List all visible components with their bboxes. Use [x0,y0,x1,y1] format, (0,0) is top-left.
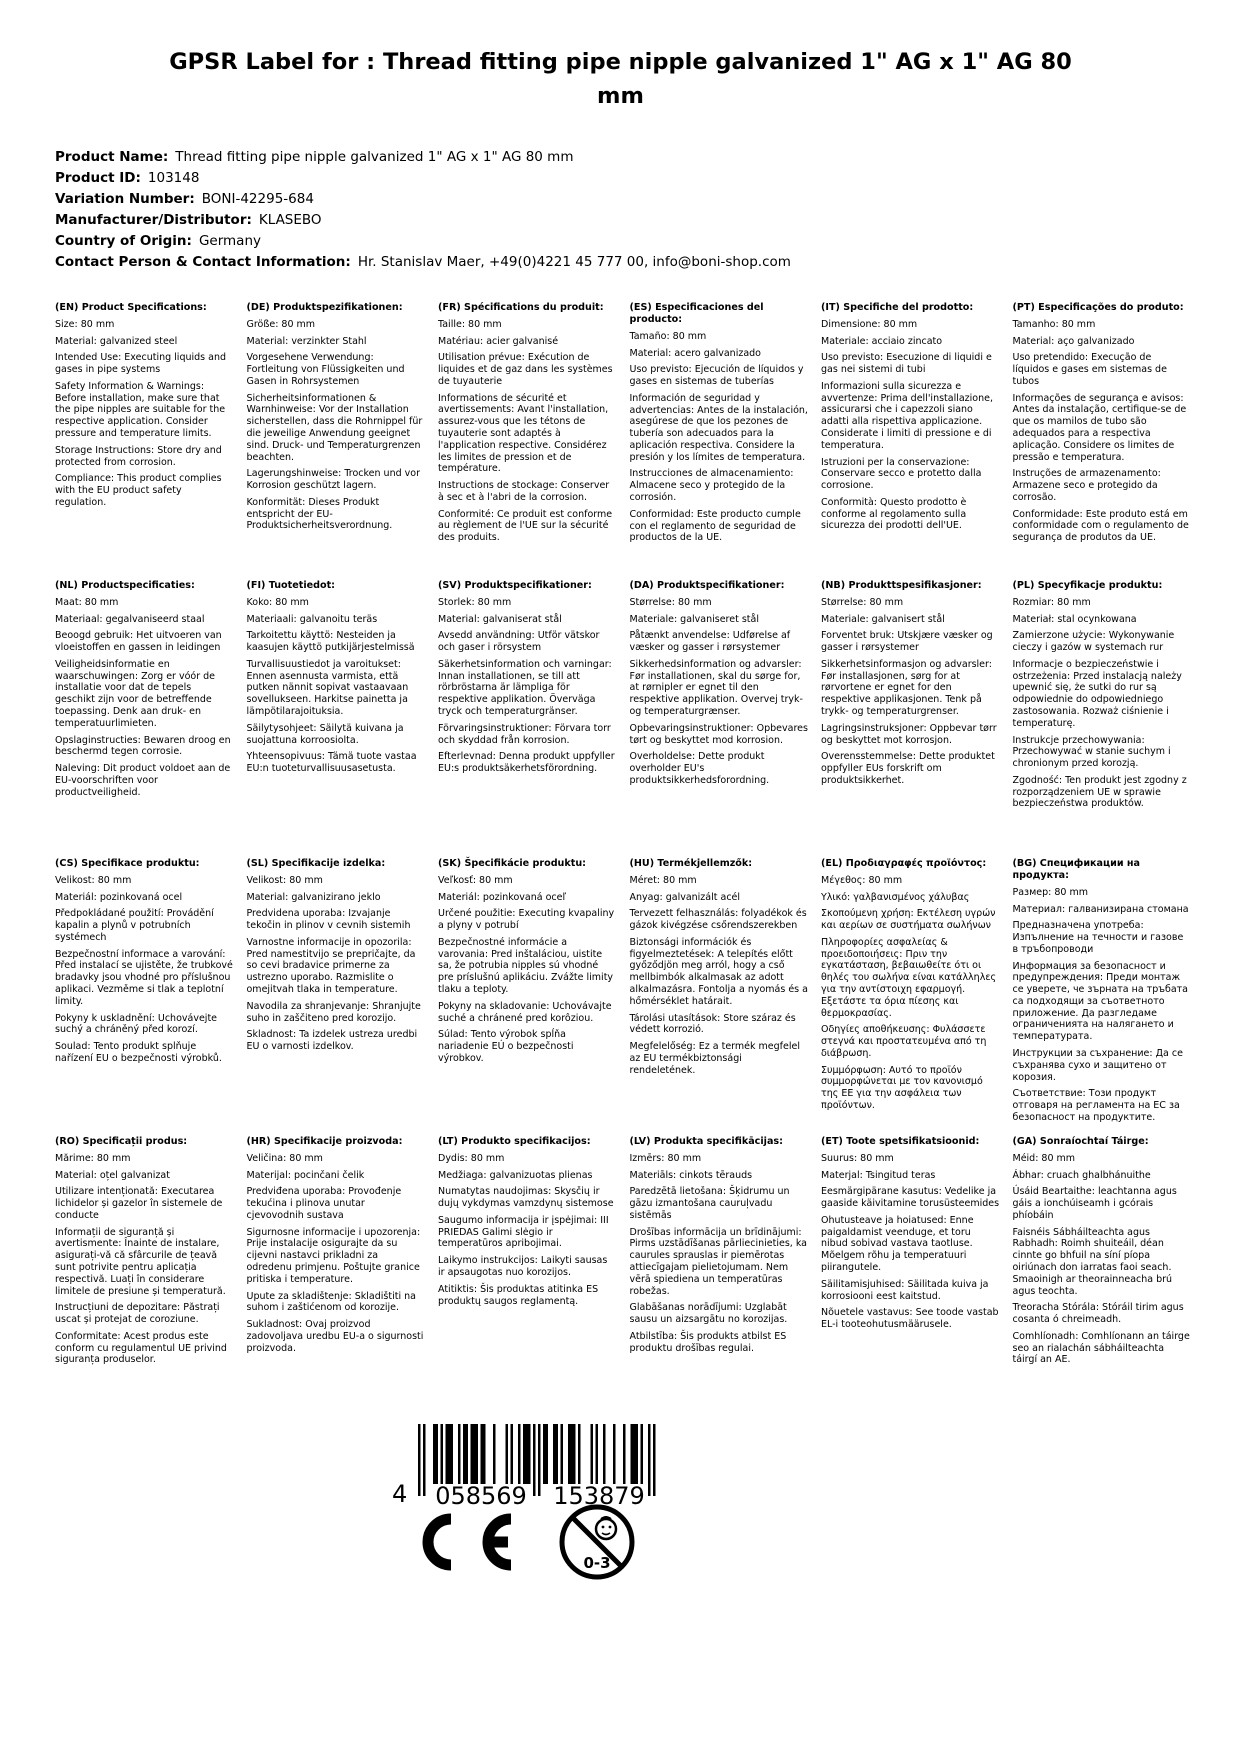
spec-paragraph: Drošības informācija un brīdinājumi: Pirms uzstādīšanas pārliecinieties, ka caurules sprauslas ir piemērotas attiecīgajam pielietojumam. Nem vērā spiediena un temperatūras robežas. [629,1226,807,1297]
spec-header-lv: (LV) Produkta specifikācijas: [629,1136,783,1147]
spec-paragraph: Izmērs: 80 mm [629,1152,702,1164]
spec-paragraph: Safety Information & Warnings: Before installation, make sure that the pipe nipples are suitable for the respective application. Consider pressure and temperature limits. [55,380,226,440]
language-specs-grid [55,302,1191,1414]
spec-paragraph: Pokyny k uskladnění: Uchovávejte suchý a chráněný před korozí. [55,1012,218,1036]
spec-paragraph: Размер: 80 mm [1012,886,1088,898]
spec-block-sl [247,858,426,1136]
spec-paragraph: Material: aço galvanizado [1012,335,1135,347]
spec-paragraph: Rozmiar: 80 mm [1012,596,1091,608]
spec-paragraph: Størrelse: 80 mm [821,596,904,608]
spec-paragraph: Avsedd användning: Utför vätskor och gaser i rörsystem [438,630,600,654]
spec-block-nb [821,580,1000,858]
spec-paragraph: Tarkoitettu käyttö: Nesteiden ja kaasujen käyttö putkijärjestelmissä [246,630,415,654]
spec-paragraph: Predvidena uporaba: Izvajanje tekočin in plinov v cevnih sistemih [246,908,411,932]
spec-paragraph: Compliance: This product complies with the EU product safety regulation. [55,473,222,508]
spec-paragraph: Medžiaga: galvanizuotas plienas [438,1169,593,1181]
spec-paragraph: Konformität: Dieses Produkt entspricht der EU-Produktsicherheitsverordnung. [246,496,393,532]
spec-paragraph: Naleving: Dit product voldoet aan de EU-voorschriften voor productveiligheid. [55,763,231,798]
spec-paragraph: Materijal: pocinčani čelik [246,1169,365,1181]
spec-paragraph: Materiale: galvanisert stål [821,613,945,625]
spec-block-sk [438,858,617,1136]
spec-block-bg [1013,858,1192,1136]
product-info-value: Thread fitting pipe nipple galvanized 1" AG x 1" AG 80 mm [175,149,574,165]
spec-paragraph: Información de seguridad y advertencias: Antes de la instalación, asegúrese de que los pezones de tubería son adecuados para la aplicación respectiva. Considere la presión y los límites de temperatura. [629,392,808,463]
spec-paragraph: Ábhar: cruach ghalbhánuithe [1012,1169,1151,1181]
spec-paragraph: Størrelse: 80 mm [629,596,712,608]
spec-paragraph: Materiale: galvaniseret stål [629,613,759,625]
spec-header-da: (DA) Produktspecifikationer: [629,580,785,591]
spec-header-sl: (SL) Specifikacije izdelka: [246,858,386,869]
spec-paragraph: Atbilstība: Šis produkts atbilst ES produktu drošības regulai. [629,1330,787,1354]
spec-paragraph: Sigurnosne informacije i upozorenja: Prije instalacije osigurajte da su cijevni nastavci prikladni za odredenu primjenu. Poštujte granice pritiska i temperature. [246,1226,421,1285]
spec-paragraph: Material: verzinkter Stahl [246,335,367,347]
spec-paragraph: Zamierzone użycie: Wykonywanie cieczy i gazów w systemach rur [1012,630,1175,654]
spec-paragraph: Saugumo informacija ir įspėjimai: III PRIEDAS Galimi slėgio ir temperatūros apribojimai. [438,1214,609,1250]
spec-paragraph: Συμμόρφωση: Αυτό το προϊόν συμμορφώνεται με τον κανονισμό της ΕΕ για την ασφάλεια των προϊόντων. [821,1064,983,1111]
product-info-row [55,147,1186,168]
product-info-label: Product ID: [55,170,141,187]
spec-header-hu: (HU) Termékjellemzők: [629,858,753,869]
spec-block-ga [1013,1136,1192,1414]
spec-paragraph: Ohutusteave ja hoiatused: Enne paigaldamist veenduge, et toru nibud sobivad vastava taotluse. Mõelgem rõhu ja temperatuuri piirangutele. [821,1214,974,1274]
product-info-value: BONI-42295-684 [201,191,314,208]
spec-block-lv [630,1136,809,1414]
spec-paragraph: Sukladnost: Ovaj proizvod zadovoljava uredbu EU-a o sigurnosti proizvoda. [246,1319,424,1354]
spec-paragraph: Vorgesehene Verwendung: Fortleitung von Flüssigkeiten und Gasen in Rohrsystemen [246,352,405,387]
spec-paragraph: Treoracha Stórála: Stóráil tirim agus cosanta ó chreimeadh. [1012,1302,1184,1326]
baby-face-icon [596,1519,616,1539]
spec-paragraph: Tamaño: 80 mm [629,330,707,342]
spec-paragraph: Taille: 80 mm [438,318,502,330]
spec-paragraph: Megfelelőség: Ez a termék megfelel az EU termékbiztonsági rendeletének. [629,1041,800,1076]
spec-paragraph: Bezpečnostné informácie a varovania: Pred inštaláciou, uistite sa, že potrubia nipples sú vhodné pre príslušnú aplikáciu. Zvážte limity tlaku a teploty. [438,936,614,996]
spec-block-es [630,302,809,580]
spec-paragraph: Biztonsági információk és figyelmeztetések: A telepítés előtt győződjön meg arról, hogy a cső mellbimbók alkalmasak az adott alkalmazásra. Fontolja a nyomás és a hőmérséklet határait. [629,936,808,1007]
spec-header-nl: (NL) Productspecificaties: [55,580,195,591]
spec-header-sk: (SK) Špecifikácie produktu: [438,858,587,869]
spec-paragraph: Informations de sécurité et avertissements: Avant l'installation, assurez-vous que les tétons de tuyauterie sont adaptés à l'application respective. Considérez les limites de pression et de température. [438,392,609,475]
spec-paragraph: Material: acero galvanizado [629,347,761,359]
spec-paragraph: Storlek: 80 mm [438,596,512,608]
spec-paragraph: Uso previsto: Esecuzione di liquidi e gas nei sistemi di tubi [821,352,992,376]
spec-paragraph: Storage Instructions: Store dry and protected from corrosion. [55,444,222,468]
spec-paragraph: Opslaginstructies: Bewaren droog en beschermd tegen corrosie. [55,734,231,758]
spec-paragraph: Material: oțel galvanizat [55,1169,170,1181]
spec-header-bg: (BG) Спецификации на продукта: [1012,858,1141,881]
barcode-digit-left: 4 [392,1480,408,1508]
spec-paragraph: Tamanho: 80 mm [1012,318,1096,330]
spec-paragraph: Material: galvanized steel [55,335,178,347]
spec-paragraph: Materiaali: galvanoitu teräs [246,613,378,625]
spec-paragraph: Varnostne informacije in opozorila: Pred namestitvijo se prepričajte, da so cevi bradavice primerne za ustrezno uporabo. Razmislite o omejitvah tlaka in temperature. [246,936,416,996]
spec-paragraph: Numatytas naudojimas: Skysčių ir dujų vykdymas vamzdynų sistemose [438,1186,614,1210]
product-info-row [55,189,1186,210]
product-info-row [55,210,1186,231]
spec-paragraph: Maat: 80 mm [55,596,119,608]
spec-paragraph: Turvallisuustiedot ja varoitukset: Ennen asennusta varmista, että putken nännit sopivat vastaavaan sovellukseen. Harkitse painetta ja lämpötilarajoituksia. [246,658,409,718]
spec-block-nl [55,580,234,858]
spec-paragraph: Lagerungshinweise: Trocken und vor Korrosion geschützt lagern. [246,468,420,492]
spec-header-ro: (RO) Specificații produs: [55,1136,188,1147]
spec-paragraph: Méret: 80 mm [629,874,697,886]
spec-paragraph: Faisnéis Sábháilteachta agus Rabhadh: Roimh shuiteáil, déan cinnte go bhfuil na síní píopa oiriúnach don iarratas faoi seach. Smaoinigh ar theorainneacha brú agus teochta. [1012,1226,1173,1297]
spec-paragraph: Uso pretendido: Execução de líquidos e gases em sistemas de tubos [1012,352,1167,387]
spec-paragraph: Material: galvaniserat stål [438,613,562,625]
spec-paragraph: Veľkosť: 80 mm [438,874,513,886]
spec-paragraph: Určené použitie: Executing kvapaliny a plyny v potrubí [438,908,615,932]
spec-block-el [821,858,1000,1136]
spec-paragraph: Οδηγίες αποθήκευσης: Φυλάσσετε στεγνά και προστατευμένα από τη διάβρωση. [821,1024,987,1059]
spec-paragraph: Méid: 80 mm [1012,1152,1076,1164]
spec-block-pt [1013,302,1192,580]
age-warning-0-3-icon [557,1502,637,1582]
spec-paragraph: Materiał: stal ocynkowana [1012,613,1137,625]
spec-paragraph: Overholdelse: Dette produkt overholder EU's produktsikkerhedsforordning. [629,751,770,786]
spec-paragraph: Comhlíonadh: Comhlíonann an táirge seo an rialachán sábháilteachta táirgí an AE. [1012,1330,1190,1366]
spec-header-ga: (GA) Sonraíochtaí Táirge: [1012,1136,1149,1147]
spec-paragraph: Информация за безопасност и предупреждения: Преди монтаж се уверете, че зърната на тръбата са подходящи за съответното приложение. Да разгледаме ограниченията на налягането и температурата. [1012,960,1188,1043]
product-info-row [55,231,1186,252]
spec-block-fr [438,302,617,580]
spec-paragraph: Koko: 80 mm [246,596,309,608]
spec-header-de: (DE) Produktspezifikationen: [246,302,403,313]
spec-paragraph: Tárolási utasítások: Store száraz és védett korrozió. [629,1012,796,1036]
spec-header-fi: (FI) Tuotetiedot: [246,580,335,591]
spec-paragraph: Materiale: acciaio zincato [821,335,943,347]
spec-block-pl [1013,580,1192,858]
product-info-label: Variation Number: [55,191,195,208]
spec-paragraph: Eesmärgipärane kasutus: Vedelike ja gaaside käivitamine torusüsteemides [821,1186,1000,1210]
spec-paragraph: Instrucțiuni de depozitare: Păstrați uscat și protejat de coroziune. [55,1302,220,1326]
spec-paragraph: Yhteensopivuus: Tämä tuote vastaa EU:n tuoteturvallisuusasetusta. [246,751,417,775]
spec-paragraph: Veličina: 80 mm [246,1152,323,1164]
spec-paragraph: Conformité: Ce produit est conforme au règlement de l'UE sur la sécurité des produits. [438,508,613,544]
product-info-row [55,168,1186,189]
spec-paragraph: Materiāls: cinkots tērauds [629,1169,753,1181]
spec-header-el: (EL) Προδιαγραφές προϊόντος: [821,858,987,869]
spec-block-fi [247,580,426,858]
spec-paragraph: Veiligheidsinformatie en waarschuwingen: Zorg er vóór de installatie voor dat de tepels geschikt zijn voor de betreffende toepassing. Denk aan druk- en temperatuurlimieten. [55,658,216,729]
spec-paragraph: Instrukcje przechowywania: Przechowywać w stanie suchym i chronionym przed korozją. [1012,734,1171,770]
spec-header-et: (ET) Toote spetsifikatsioonid: [821,1136,980,1147]
spec-paragraph: Předpokládané použití: Provádění kapalin a plynů v potrubních systémech [55,908,214,943]
spec-header-nb: (NB) Produkttspesifikasjoner: [821,580,982,591]
spec-paragraph: Υλικό: γαλβανισμένος χάλυβας [821,891,970,903]
product-info-row [55,252,1186,273]
spec-paragraph: Säilitamisjuhised: Säilitada kuiva ja korrosiooni eest kaitstud. [821,1278,989,1302]
spec-header-sv: (SV) Produktspecifikationer: [438,580,592,591]
spec-header-pl: (PL) Specyfikacje produktu: [1012,580,1163,591]
spec-paragraph: Предназначена употреба: Изпълнение на течности и газове в тръбопроводи [1012,920,1184,955]
spec-paragraph: Upute za skladištenje: Skladištiti na suhom i zaštićenom od korozije. [246,1290,416,1314]
product-info-label: Country of Origin: [55,233,192,250]
spec-paragraph: Материал: галванизирана стомана [1012,903,1189,915]
ean13-barcode [378,1422,708,1516]
spec-paragraph: Sikkerhetsinformasjon og advarsler: Før installasjonen, sørg for at rørvortene er egnet for den respektive applikasjonen. Tenk på trykk- og temperaturgrenser. [821,658,992,718]
spec-paragraph: Úsáid Beartaithe: leachtanna agus gáis a ionchúiseamh i gcórais phíobáin [1012,1186,1177,1221]
ce-mark-icon [405,1510,525,1574]
product-info-label: Product Name: [55,149,169,165]
spec-block-en [55,302,234,580]
spec-block-it [821,302,1000,580]
spec-block-lt [438,1136,617,1414]
spec-paragraph: Tervezett felhasználás: folyadékok és gázok kivégzése csőrendszerekben [629,908,807,932]
spec-paragraph: Atitiktis: Šis produktas atitinka ES produktų saugos reglamentą. [438,1283,599,1307]
spec-paragraph: Πληροφορίες ασφαλείας & προειδοποιήσεις: Πριν την εγκατάσταση, βεβαιωθείτε ότι οι θηλές του σωλήνα είναι κατάλληλες για την αντίστοιχη εφαρμογή. Εξετάστε τα όρια πίεσης και θερμοκρασίας. [821,936,997,1019]
spec-paragraph: Soulad: Tento produkt splňuje nařízení EU o bezpečnosti výrobků. [55,1041,222,1064]
spec-paragraph: Matériau: acier galvanisé [438,335,559,347]
spec-paragraph: Bezpečnostní informace a varování: Před instalací se ujistěte, že trubkové bradavky jsou vhodné pro příslušnou aplikaci. Vezměme si tlak a teplotní limity. [55,948,233,1007]
spec-paragraph: Forventet bruk: Utskjære væsker og gasser i rørsystemer [821,630,993,654]
spec-paragraph: Mărime: 80 mm [55,1152,131,1164]
spec-block-cs [55,858,234,1136]
spec-paragraph: Dydis: 80 mm [438,1152,505,1164]
spec-paragraph: Informações de segurança e avisos: Antes da instalação, certifique-se de que os mamilos de tubo são adequados para a respectiva aplicação. Considere os limites de pressão e temperatura. [1012,392,1187,463]
spec-paragraph: Materjal: Tsingitud teras [821,1169,936,1181]
spec-block-hu [630,858,809,1136]
spec-paragraph: Skladnost: Ta izdelek ustreza uredbi EU o varnosti izdelkov. [246,1029,418,1053]
spec-paragraph: Säilytysohjeet: Säilytä kuivana ja suojattuna korroosiolta. [246,722,404,746]
spec-paragraph: Intended Use: Executing liquids and gases in pipe systems [55,352,227,376]
spec-paragraph: Σκοπούμενη χρήση: Εκτέλεση υγρών και αερίων σε συστήματα σωλήνων [821,908,996,932]
spec-header-pt: (PT) Especificações do produto: [1012,302,1184,313]
spec-paragraph: Informacje o bezpieczeństwie i ostrzeżenia: Przed instalacją należy upewnić się, że sutki do rur są odpowiednie do odpowiedniego zastosowania. Rozważ ciśnienie i temperaturę. [1012,658,1182,729]
spec-header-es: (ES) Especificaciones del producto: [629,302,764,325]
spec-block-de [247,302,426,580]
spec-paragraph: Opbevaringsinstruktioner: Opbevares tørt og beskyttet mod korrosion. [629,722,808,746]
spec-block-sv [438,580,617,858]
spec-paragraph: Μέγεθος: 80 mm [821,874,903,886]
barcode-group-right: 153879 [553,1482,645,1510]
spec-paragraph: Súlad: Tento výrobok spĺňa nariadenie EÚ o bezpečnosti výrobkov. [438,1029,574,1064]
spec-paragraph: Material: galvanizirano jeklo [246,891,381,903]
spec-paragraph: Pokyny na skladovanie: Uchovávajte suché a chránené pred korôziou. [438,1000,612,1024]
spec-header-lt: (LT) Produkto specifikacijos: [438,1136,591,1147]
product-info-label: Manufacturer/Distributor: [55,212,252,229]
spec-paragraph: Velikost: 80 mm [55,874,132,886]
spec-paragraph: Förvaringsinstruktioner: Förvara torr och skyddad från korrosion. [438,722,611,746]
spec-paragraph: Lagringsinstruksjoner: Oppbevar tørr og beskyttet mot korrosjon. [821,722,997,746]
spec-paragraph: Zgodność: Ten produkt jest zgodny z rozporządzeniem UE w sprawie bezpieczeństwa produktów. [1012,774,1187,810]
spec-block-et [821,1136,1000,1414]
spec-paragraph: Dimensione: 80 mm [821,318,918,330]
spec-paragraph: Sicherheitsinformationen & Warnhinweise: Vor der Installation sicherstellen, dass die Rohrnippel für die jeweilige Anwendung geeignet sind. Druck- und Temperaturgrenzen beachten. [246,392,423,463]
spec-paragraph: Nõuetele vastavus: See toode vastab EL-i tooteohutusmäärusele. [821,1307,999,1331]
spec-block-hr [247,1136,426,1414]
spec-paragraph: Conformitate: Acest produs este conform cu regulamentul UE privind siguranța produselor. [55,1330,227,1366]
spec-paragraph: Instructions de stockage: Conserver à sec et à l'abri de la corrosion. [438,480,610,503]
spec-block-da [630,580,809,858]
spec-paragraph: Overensstemmelse: Dette produktet oppfyller EUs forskrift om produktsikkerhet. [821,751,995,786]
spec-paragraph: Инструкции за съхранение: Да се съхранява сухо и защитено от корозия. [1012,1047,1183,1083]
spec-paragraph: Uso previsto: Ejecución de líquidos y gases en sistemas de tuberías [629,364,804,388]
spec-paragraph: Säkerhetsinformation och varningar: Innan installationen, se till att rörbröstarna är lämpliga för respektive applikation. Överväga tryck och temperaturgränser. [438,658,612,718]
spec-paragraph: Conformidad: Este producto cumple con el reglamento de seguridad de productos de la UE. [629,508,801,544]
spec-paragraph: Instrucciones de almacenamiento: Almacene seco y protegido de la corrosión. [629,468,794,503]
spec-paragraph: Predviđena uporaba: Provođenje tekućina i plinova unutar cjevovodnih sustava [246,1186,402,1221]
barcode-group-left: 058569 [435,1482,527,1510]
spec-paragraph: Size: 80 mm [55,318,115,330]
spec-header-cs: (CS) Specifikace produktu: [55,858,200,869]
product-info-value: KLASEBO [258,212,322,229]
product-info-block [55,147,1186,273]
spec-paragraph: Materiál: pozinkovaná ocel [55,891,183,903]
spec-paragraph: Informazioni sulla sicurezza e avvertenze: Prima dell'installazione, assicurarsi che i capezzoli siano adatti alla rispettiva applicazione. Considerate i limiti di pressione e di temperatura. [821,380,994,451]
spec-paragraph: Suurus: 80 mm [821,1152,894,1164]
spec-paragraph: Съответствие: Този продукт отговаря на регламента на ЕС за безопасност на продуктите. [1012,1088,1180,1123]
page-title: GPSR Label for : Thread fitting pipe nipple galvanized 1" AG x 1" AG 80 mm [169,49,1072,109]
spec-paragraph: Istruzioni per la conservazione: Conservare secco e protetto dalla corrosione. [821,456,982,492]
spec-paragraph: Sikkerhedsinformation og advarsler: Før installationen, skal du sørge for, at rørnipler er egnet til den respektive applikation. Overvej tryk- og temperaturgrænser. [629,658,803,718]
spec-header-it: (IT) Specifiche del prodotto: [821,302,974,313]
spec-paragraph: Beoogd gebruik: Het uitvoeren van vloeistoffen en gassen in leidingen [55,630,222,654]
spec-block-ro [55,1136,234,1414]
spec-header-fr: (FR) Spécifications du produit: [438,302,604,313]
spec-paragraph: Utilisation prévue: Exécution de liquides et de gaz dans les systèmes de tuyauterie [438,352,613,387]
spec-header-hr: (HR) Specifikacije proizvoda: [246,1136,403,1147]
spec-paragraph: Anyag: galvanizált acél [629,891,741,903]
spec-paragraph: Informații de siguranță și avertismente: Înainte de instalare, asigurați-vă că sfârcurile de țeavă sunt potrivite pentru aplicația respectivă. Luați în considerare limitele de presiune și temperatură. [55,1226,226,1297]
spec-paragraph: Påtænkt anvendelse: Udførelse af væsker og gasser i rørsystemer [629,630,791,654]
spec-paragraph: Velikost: 80 mm [246,874,323,886]
spec-paragraph: Materiaal: gegalvaniseerd staal [55,613,205,625]
spec-paragraph: Materiál: pozinkovaná oceľ [438,891,567,903]
spec-paragraph: Glabāšanas norādījumi: Uzglabāt sausu un aizsargātu no korozijas. [629,1302,788,1326]
spec-paragraph: Laikymo instrukcijos: Laikyti sausas ir apsaugotas nuo korozijos. [438,1255,608,1279]
product-info-value: Hr. Stanislav Maer, +49(0)4221 45 777 00, info@boni-shop.com [357,254,791,271]
spec-paragraph: Utilizare intenționată: Executarea lichidelor și gazelor în sistemele de conducte [55,1186,223,1221]
age-warning-label: 0-3 [583,1554,611,1572]
spec-paragraph: Navodila za shranjevanje: Shranjujte suho in zaščiteno pred korozijo. [246,1000,421,1024]
product-info-value: Germany [198,233,261,250]
spec-paragraph: Größe: 80 mm [246,318,316,330]
product-info-value: 103148 [147,170,200,187]
spec-paragraph: Conformidade: Este produto está em conformidade com o regulamento de segurança de produtos da UE. [1012,508,1189,544]
spec-paragraph: Conformità: Questo prodotto è conforme al regolamento sulla sicurezza dei prodotti dell'UE. [821,496,967,532]
spec-paragraph: Instruções de armazenamento: Armazene seco e protegido da corrosão. [1012,468,1161,503]
spec-paragraph: Paredzētā lietošana: Šķidrumu un gāzu izmantošana cauruļvadu sistēmās [629,1186,790,1221]
spec-header-en: (EN) Product Specifications: [55,302,207,313]
product-info-label: Contact Person & Contact Information: [55,254,351,271]
spec-paragraph: Efterlevnad: Denna produkt uppfyller EU:s produktsäkerhetsförordning. [438,751,615,775]
